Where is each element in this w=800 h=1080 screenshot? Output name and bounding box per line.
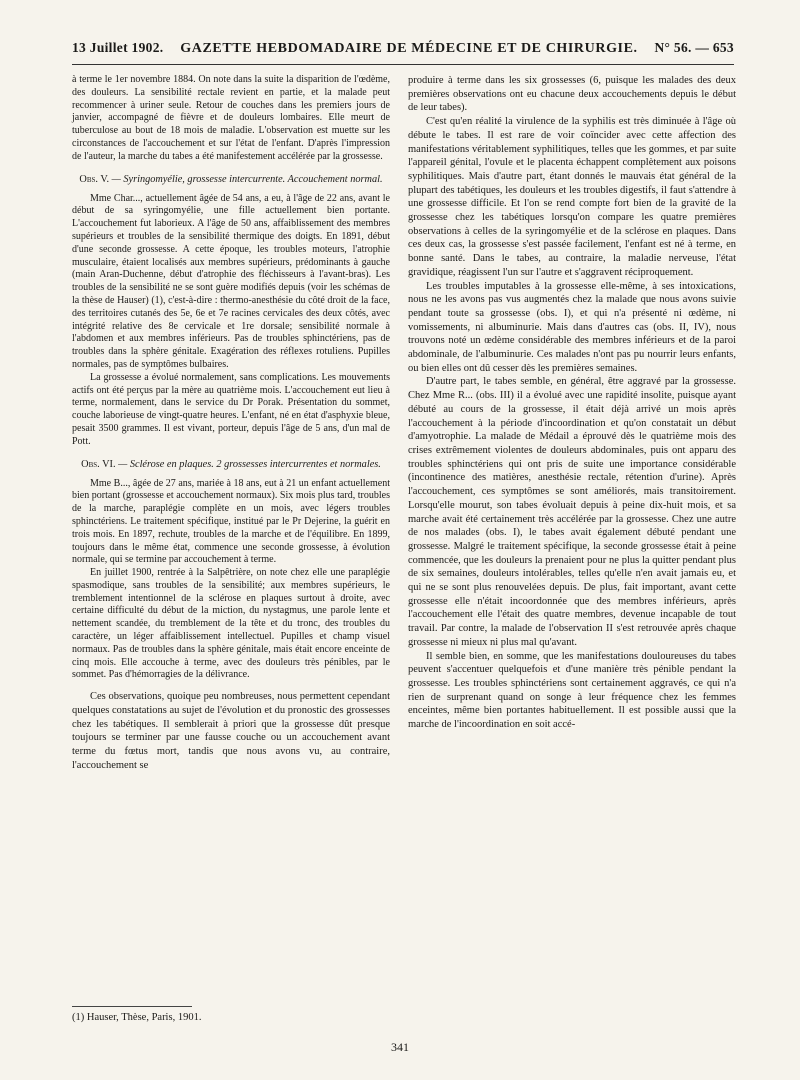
paragraph: Mme Char..., actuellement âgée de 54 ans, a eu, à l'âge de 22 ans, avant le début de sa syringomyélie, une fille actuellement bien portante. L'accouchement fut laborieux. A l'âge de 50 ans, affaiblissement des membres supérieurs et troubles de la sensibilité thermique des doigts. En 1891, début d'une seconde grossesse. A cette époque, les troubles moteurs, l'atrophie musculaire, étaient localisés aux membres supérieurs, prédominants à gauche (main Aran-Duchenne, début d'atrophie des fléchisseurs à l'avant-bras). Les troubles de la sensibilité ne se sont guère modifiés depuis (voir les schémas de la thèse de Hauser) (1), c'est-à-dire : thermo-anesthésie du côté droit de la face, des territoires cutanés des 5e, 6e et 7e racines cervicales des deux côtés, avec intégrité relative des 8e cervicale et 1re dorsale; sensibilité normale à l'abdomen et aux membres inférieurs. Pas de troubles sphinctériens, pas de troubles dans la sphère génitale. Exagération des réflexes rotuliens. Pupilles normales, pas de symptômes bulbaires. <box>72 192 390 370</box>
paragraph: En juillet 1900, rentrée à la Salpêtrière, on note chez elle une paraplégie spasmodique, sans troubles de la sensibilité; aux membres supérieurs, le tremblement intentionnel de la sclérose en plaques surtout à droite, avec certaine difficulté du début de la miction, du nystagmus, une parole lente et nettement scandée, du tremblement de la tête et du tronc, des troubles du caractère, un léger affaiblissement intellectuel. Pupilles et champ visuel normaux. Pas de troubles dans la sphère génitale, mais était encore enceinte de cinq mois. Elle accouche à terme, avec des douleurs très pénibles, par le sommet. Pas d'hémorragies de la délivrance. <box>72 567 390 681</box>
paragraph: C'est qu'en réalité la virulence de la syphilis est très diminuée à l'âge où débute le tabes. Il est rare de voir coïncider avec cette affection des manifestations véritablement syphilitiques, telles que les gommes, et par suite l'appareil génital, l'ovule et le placenta échappent complètement aux poisons syphilitiques. Mais d'autre part, étant donnés le mauvais état général de la plupart des tabétiques, les douleurs et les troubles digestifs, il faut s'attendre à une grossesse difficile. Et l'on se rend compte fort bien de la gravité de la grossesse chez les tabétiques lorsqu'on compare les quatre premières observations à celles de la syringomyélie et de la sclérose en plaques. Dans ces deux cas, la grossesse s'est passée facilement, l'enfant est né à terme, en bonne santé. Dans le tabes, au contraire, la maladie nerveuse, l'état gravidique, réagissent l'un sur l'autre et s'aggravent réciproquement. <box>408 116 736 278</box>
observation-heading <box>72 458 390 471</box>
paragraph: produire à terme dans les six grossesses (6, puisque les malades des deux premières observations ont eu chacune deux accouchements depuis le début de leur tabes). <box>408 75 736 114</box>
paragraph: Il semble bien, en somme, que les manifestations douloureuses du tabes peuvent s'accentuer quelquefois et d'une manière très pénible pendant la grossesse. Les troubles sphinctériens sont certainement aggravés, ce qui n'a rien de surprenant quand on songe à leur fréquence chez les femmes enceintes, même bien portantes habituellement. Il est possible aussi que la marche de l'incoordination en soit accé- <box>408 650 736 731</box>
footnote-rule <box>72 1006 192 1007</box>
observation-title: — Syringomyélie, grossesse intercurrente. Accouchement normal. <box>109 173 383 185</box>
issue-date: 13 Juillet 1902. <box>72 40 164 55</box>
left-column <box>72 74 390 772</box>
right-column <box>408 74 736 732</box>
paragraph: à terme le 1er novembre 1884. On note dans la suite la disparition de l'œdème, des douleurs. La sensibilité rectale revient en partie, et la malade peut recommencer à uriner seule. Retour de couches dans les premiers jours de janvier, accompagné de fièvre et de douleurs lombaires. Elle meurt de tuberculose au bout de 18 mois de maladie. L'observation est muette sur les circonstances de l'accouchement et sur l'état de l'enfant. D'après l'impression de l'auteur, la marche du tabes a été manifestement accélérée par la grossesse. <box>72 74 390 162</box>
footnote: (1) Hauser, Thèse, Paris, 1901. <box>72 1012 202 1023</box>
observation-title: — Sclérose en plaques. 2 grossesses intercurrentes et normales. <box>115 458 381 470</box>
paragraph: La grossesse a évolué normalement, sans complications. Les mouvements actifs ont été perçus par la mère au quatrième mois. L'accouchement eut lieu à terme, normalement, dans le service du Dr Porak. Présentation du sommet, couche laborieuse de vingt-quatre heures. L'enfant, né en état d'asphyxie bleue, pesait 3500 grammes. Il est vivant, porteur, depuis l'âge de 5 ans, d'un mal de Pott. <box>72 371 390 447</box>
paragraph: Mme B..., âgée de 27 ans, mariée à 18 ans, eut à 21 un enfant actuellement bien portant (grossesse et accouchement normaux). Six mois plus tard, troubles de la marche, paraplégie complète en un mois, avec légers troubles sphinctériens. Le traitement spécifique, institué par le Pr Dejerine, la guérit en trois mois. En 1897, rechute, troubles de la marche et de l'équilibre. En 1899, toujours dans le même état, commence une seconde grossesse, à évolution normale, qui se termine par accouchement à terme. <box>72 477 390 566</box>
paragraph: D'autre part, le tabes semble, en général, être aggravé par la grossesse. Chez Mme R... (obs. III) il a évolué avec une rapidité insolite, puisque ayant débuté au cours de la grossesse, il était déjà arrivé un mois après l'accouchement à la période d'incoordination et qu'on constatait un début d'amyotrophie. La malade de Médail a éprouvé dès le quatrième mois des crises extrêmement violentes de douleurs abdominales, puis ont apparu des troubles sphinctériens qui ont pris de suite une importance considérable (incontinence des matières, anesthésie rectale, rétention d'urine). Après l'accouchement, ces symptômes se sont améliorés, mais transitoirement. Lorsqu'elle mourut, son tabes évoluait depuis à peine dix-huit mois, et sa marche avait été certainement très accélérée par la grossesse. Chez une autre de nos malades (obs. I), le tabes avait également débuté pendant une grossesse. Malgré le traitement spécifique, la seconde grossesse était à peine commencée, que les douleurs la prenaient pour ne plus la quitter pendant plus de six semaines, douleurs intolérables, telles qu'elle n'en avait jamais eu, et qui ne se sont plus renouvelées depuis. De plus, fait important, avant cette grossesse elle n'était incoordonnée que des membres inférieurs, après l'accouchement elle l'était des quatre membres, devenue incapable de tout travail. Par contre, la malade de l'observation II s'est retrouvée après chaque grossesse ni mieux ni plus mal qu'avant. <box>408 376 736 648</box>
page-folio: 341 <box>391 1040 409 1054</box>
observation-label: Obs. VI. <box>81 458 116 470</box>
paragraph: Les troubles imputables à la grossesse elle-même, à ses intoxications, nous ne les avons pas vus augmentés chez la malade que nous avons suivie pendant toute sa grossesse (obs. I), et qui n'a présenté ni œdème, ni vomissements, ni albuminurie. Mais dans d'autres cas (obs. II, IV), nous trouvons noté un œdème considérable des membres inférieurs et de la paroi abdominale, de l'albuminurie. Ces malades n'ont pas pu nourrir leurs enfants, ou bien elles ont dû cesser dès les premières semaines. <box>408 280 736 374</box>
journal-title: GAZETTE HEBDOMADAIRE DE MÉDECINE ET DE CHIRURGIE. <box>180 41 638 56</box>
observation-heading <box>72 173 390 186</box>
observation-label: Obs. V. <box>79 173 110 185</box>
issue-page-number: N° 56. — 653 <box>654 40 734 55</box>
paragraph: Ces observations, quoique peu nombreuses, nous permettent cependant quelques constatations au sujet de l'évolution et du pronostic des grossesses chez les tabétiques. Il semblerait à priori que la grossesse dût presque toujours se terminer par une fausse couche ou un accouchement avant terme du fœtus mort, tandis que nous avons vu, au contraire, l'accouchement se <box>72 691 390 771</box>
running-header <box>72 40 734 65</box>
